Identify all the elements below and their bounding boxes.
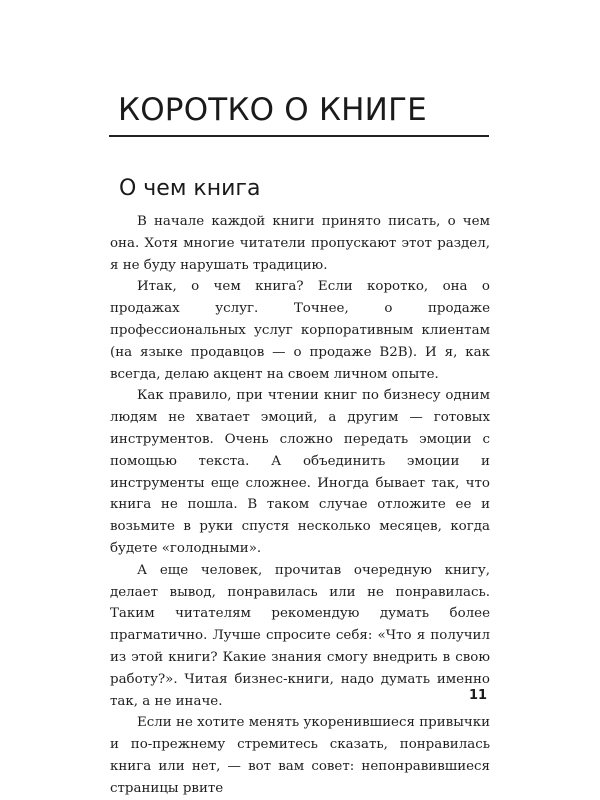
paragraph-2: Итак, о чем книга? Если коротко, она о продажах услуг. Точнее, о продаже профессиональных услуг корпоративным клиентам (на языке продавцов — о продаже B2B). И я, как всегда, делаю акцент на своем личном опыте. <box>110 279 490 382</box>
paragraph-4: А еще человек, прочитав очередную книгу, делает вывод, понравилась или не понравилась. Таким читателям рекомендую думать более прагматично. Лучше спросите себя: «Что я получил из этой книги? Какие знания смогу внедрить в свою работу?». Читая бизнес-книги, надо думать именно так, а не иначе. <box>110 562 490 709</box>
page-number: 11 <box>469 688 488 703</box>
paragraph-1: В начале каждой книги принято писать, о чем она. Хотя многие читатели пропускают этот раздел, я не буду нарушать традицию. <box>110 214 490 273</box>
paragraph-5: Если не хотите менять укоренившиеся привычки и по-прежнему стремитесь сказать, понравилась книга или нет, — вот вам совет: непонравившиеся страницы рвите <box>110 715 490 796</box>
paragraph-3: Как правило, при чтении книг по бизнесу одним людям не хватает эмоций, а другим — готовых инструментов. Очень сложно передать эмоции с помощью текста. А объединить эмоции и инструменты еще сложнее. Иногда бывает так, что книга не пошла. В таком случае отложите ее и возьмите в руки спустя несколько месяцев, когда будете «голодными». <box>110 388 490 556</box>
chapter-title: КОРОТКО О КНИГЕ <box>118 92 427 128</box>
chapter-divider <box>109 135 489 137</box>
body-text <box>110 211 490 800</box>
section-title: О чем книга <box>119 176 261 201</box>
